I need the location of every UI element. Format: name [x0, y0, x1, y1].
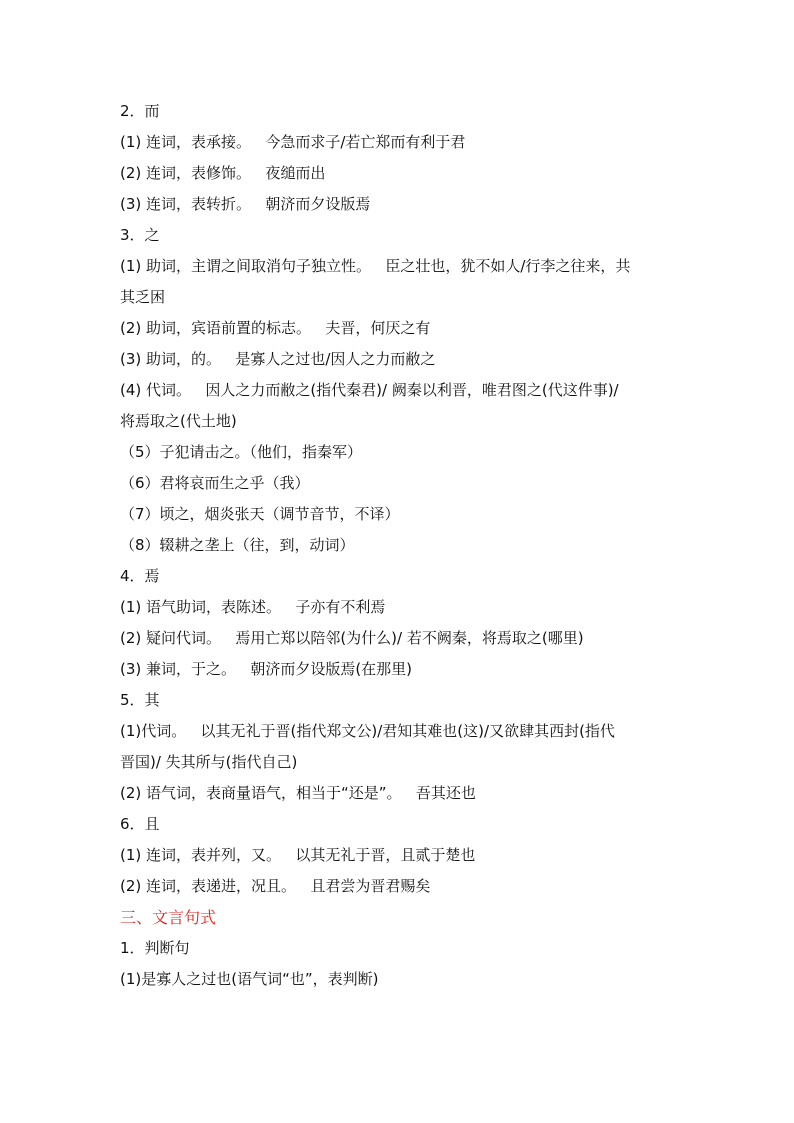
- text-line: (1)是寡人之过也(语气词“也”，表判断): [120, 970, 379, 988]
- text-line: (2) 语气词，表商量语气，相当于“还是”。 吾其还也: [120, 784, 476, 802]
- text-line: (4) 代词。 因人之力而敝之(指代秦君)/ 阙秦以利晋，唯君图之(代这件事)/: [120, 381, 619, 399]
- text-line: (1) 语气助词，表陈述。 子亦有不利焉: [120, 598, 386, 616]
- text-line: (2) 连词，表修饰。 夜缒而出: [120, 164, 326, 182]
- text-line: (1)代词。 以其无礼于晋(指代郑文公)/君知其难也(这)/又欲肆其西封(指代: [120, 722, 615, 740]
- text-line: （6）君将哀而生之乎（我）: [120, 474, 310, 492]
- section-heading: 三、文言句式: [120, 908, 217, 927]
- text-line: (3) 兼词，于之。 朝济而夕设版焉(在那里): [120, 660, 413, 678]
- text-line: 晋国)/ 失其所与(指代自己): [120, 753, 298, 771]
- text-line: （7）顷之，烟炎张天（调节音节，不译）: [120, 505, 400, 523]
- subsection-title: 3．之: [120, 226, 160, 244]
- text-line: （5）子犯请击之。（他们，指秦军）: [120, 443, 363, 461]
- text-line: 将焉取之(代土地): [120, 412, 237, 430]
- subsection-title: 5．其: [120, 691, 160, 709]
- document-content: [120, 96, 690, 995]
- text-line: (2) 疑问代词。 焉用亡郑以陪邻(为什么)/ 若不阙秦，将焉取之(哪里): [120, 629, 584, 647]
- text-line: (2) 连词，表递进，况且。 且君尝为晋君赐矣: [120, 877, 431, 895]
- text-line: (3) 连词，表转折。 朝济而夕设版焉: [120, 195, 371, 213]
- subsection-title: 2．而: [120, 102, 160, 120]
- subsection-title: 1．判断句: [120, 939, 190, 957]
- text-line: (2) 助词，宾语前置的标志。 夫晋，何厌之有: [120, 319, 431, 337]
- text-line: 其乏困: [120, 288, 166, 306]
- text-line: (1) 连词，表承接。 今急而求子/若亡郑而有利于君: [120, 133, 466, 151]
- text-line: （8）辍耕之垄上（往，到，动词）: [120, 536, 355, 554]
- text-line: (3) 助词，的。 是寡人之过也/因人之力而敝之: [120, 350, 436, 368]
- text-line: (1) 助词，主谓之间取消句子独立性。 臣之壮也，犹不如人/行李之往来，共: [120, 257, 631, 275]
- text-line: (1) 连词，表并列，又。 以其无礼于晋，且贰于楚也: [120, 846, 476, 864]
- subsection-title: 4．焉: [120, 567, 160, 585]
- subsection-title: 6．且: [120, 815, 160, 833]
